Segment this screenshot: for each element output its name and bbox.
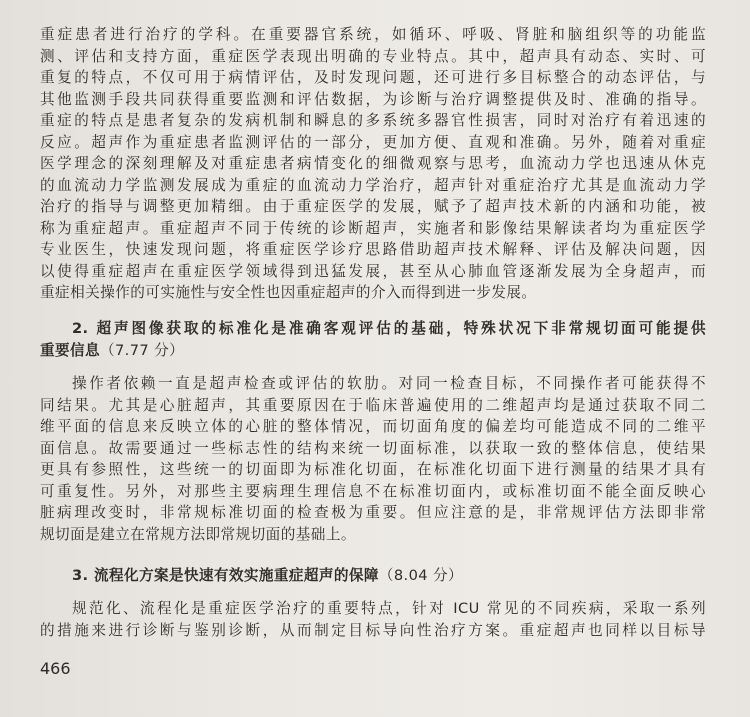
paragraph-intensive-care-ultrasound (40, 24, 706, 304)
text-line: 其他监测手段共同获得重要监测和评估数据，为诊断与治疗调整提供及时、准确的指导。 (40, 90, 706, 108)
text-line: 操作者依赖一直是超声检查或评估的软肋。对同一检查目标，不同操作者可能获得不 (72, 375, 706, 392)
text-line: 重症患者进行治疗的学科。在重要器官系统，如循环、呼吸、肾脏和脑组织等的功能监 (40, 26, 706, 43)
text-line: 反应。超声作为重症患者监测评估的一部分，更加方便、直观和准确。另外，随着对重症 (40, 133, 706, 151)
page-number: 466 (40, 659, 71, 678)
text-line: 面信息。故需要通过一些标志性的结构来统一切面标准，以获取一致的整体信息，使结果 (40, 439, 706, 457)
text-line: 治疗的指导与调整更加精细。由于重症医学的发展，赋予了超声技术新的内涵和功能，被 (40, 198, 706, 215)
paragraph-standardization (40, 373, 706, 545)
text-line: 可重复性。另外，对那些主要病理生理信息不在标准切面内，或标准切面不能全面反映心 (40, 482, 706, 500)
text-line: 以使得重症超声在重症医学领域得到迅猛发展，甚至从心肺血管逐渐发展为全身超声，而 (40, 262, 706, 280)
section-heading-2 (40, 318, 706, 362)
text-line: 重症的特点是患者复杂的发病机制和瞬息的多系统多器官性损害，同时对治疗有着迅速的 (40, 112, 706, 129)
section-heading-3 (40, 565, 706, 587)
text-line: 规切面是建立在常规方法即常规切面的基础上。 (40, 525, 356, 543)
text-line: 更具有参照性，这些统一的切面即为标准化切面，在标准化切面下进行测量的结果才具有 (40, 461, 706, 478)
heading-line (40, 565, 706, 587)
heading-line: 2. 超声图像获取的标准化是准确客观评估的基础，特殊状况下非常规切面可能提供 (72, 320, 706, 337)
text-line: 专业医生，快速发现问题，将重症医学诊疗思路借助超声技术解释、评估及解决问题，因 (40, 241, 706, 258)
heading-text: 3. 流程化方案是快速有效实施重症超声的保障 (72, 567, 379, 584)
text-line: 重复的特点，不仅可用于病情评估，及时发现问题，还可进行多目标整合的动态评估，与 (40, 69, 706, 86)
heading-score: （7.77 分） (99, 342, 185, 359)
text-line: 的措施来进行诊断与鉴别诊断，从而制定目标导向性治疗方案。重症超声也同样以目标导 (40, 621, 706, 639)
text-line: 测、评估和支持方面，重症医学表现出明确的专业特点。其中，超声具有动态、实时、可 (40, 47, 706, 65)
text-line: 维平面的信息来反映立体的心脏的整体情况，而切面角度的偏差均可能造成不同的二维平 (40, 418, 706, 435)
text-line: 规范化、流程化是重症医学治疗的重要特点，针对 ICU 常见的不同疾病，采取一系列 (72, 600, 706, 617)
text-line: 医学理念的深刻理解及对重症患者病情变化的细微观察与思考，血流动力学也迅速从休克 (40, 155, 706, 172)
paragraph-process (40, 598, 706, 641)
heading-text: 重要信息 (40, 342, 100, 359)
heading-line (40, 340, 706, 362)
text-line: 重症相关操作的可实施性与安全性也因重症超声的介入而得到进一步发展。 (40, 284, 537, 301)
heading-score: （8.04 分） (378, 567, 463, 584)
text-line: 同结果。尤其是心脏超声，其重要原因在于临床普遍使用的二维超声均是通过获取不同二 (40, 396, 706, 414)
text-line: 称为重症超声。重症超声不同于传统的诊断超声，实施者和影像结果解读者均为重症医学 (40, 219, 706, 237)
text-line: 的血流动力学监测发展成为重症的血流动力学治疗，超声针对重症治疗尤其是血流动力学 (40, 176, 706, 194)
text-line: 脏病理改变时，非常规标准切面的检查极为重要。但应注意的是，非常规评估方法即非常 (40, 504, 706, 521)
